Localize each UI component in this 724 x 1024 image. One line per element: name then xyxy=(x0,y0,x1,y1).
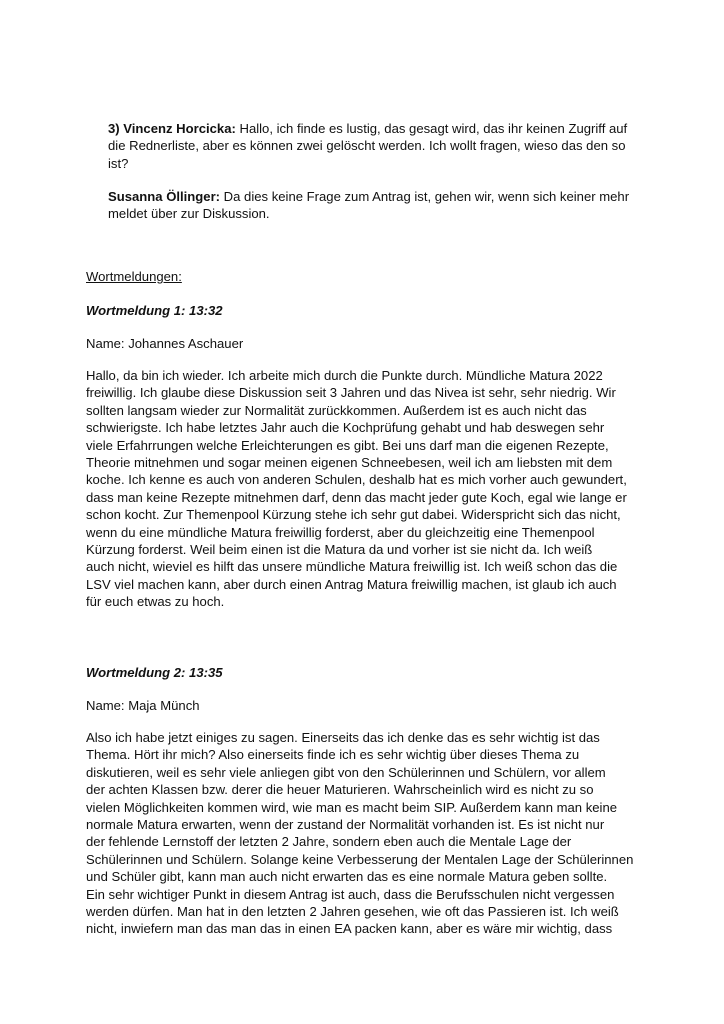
text-line: ist? xyxy=(108,155,129,171)
text-line: Schülerinnen und Schülern. Solange keine Verbesserung der Mentalen Lage der Schülerinnen xyxy=(86,851,634,867)
text-line: die Rednerliste, aber es können zwei gelöscht werden. Ich wollt fragen, wieso das den so xyxy=(108,138,626,154)
entry-name: Name: Maja Münch xyxy=(86,698,200,713)
text-line: dass man keine Rezepte mitnehmen darf, denn das macht jeder gute Koch, egal wie lange er xyxy=(86,489,627,505)
text-line: meldet über zur Diskussion. xyxy=(108,206,270,222)
text-line: werden dürfen. Man hat in den letzten 2 Jahren gesehen, wie oft das Passieren ist. Ich weiß xyxy=(86,904,619,920)
text-line: sollten langsam wieder zur Normalität zurückkommen. Außerdem ist es auch nicht das xyxy=(86,402,587,418)
entry-heading: Wortmeldung 2: 13:35 xyxy=(86,665,223,680)
text-line: Theorie mitnehmen und sogar meinen eigenen Schneebesen, weil ich am liebsten mit dem xyxy=(86,455,613,471)
text-line: Hallo, ich finde es lustig, das gesagt wird, das ihr keinen Zugriff auf xyxy=(235,121,628,136)
text-line: der fehlende Lernstoff der letzten 2 Jahre, sondern eben auch die Mentale Lage der xyxy=(86,834,572,850)
text-line: koche. Ich kenne es auch von anderen Schulen, deshalb hat es mich vorher auch gewundert, xyxy=(86,472,627,488)
text-line: Also ich habe jetzt einiges zu sagen. Einerseits das ich denke das es sehr wichtig ist das xyxy=(86,730,600,745)
text-line: der achten Klassen bzw. derer die heuer Maturieren. Wahrscheinlich wird es nicht zu so xyxy=(86,782,594,798)
text-line: Thema. Hört ihr mich? Also einerseits finde ich es sehr wichtig über dieses Thema zu xyxy=(86,747,580,763)
text-line: und Schüler gibt, kann man auch nicht erwarten das es eine normale Matura geben sollte. xyxy=(86,869,608,885)
text-line: freiwillig. Ich glaube diese Diskussion seit 3 Jahren und das Nivea ist sehr, sehr niedrig. Wir xyxy=(86,385,616,401)
text-line: vielen Möglichkeiten kommen wird, wie man es macht beim SIP. Außerdem kann man keine xyxy=(86,799,618,815)
text-line: normale Matura erwarten, wenn der zustand der Normalität vorhanden ist. Es ist nicht nur xyxy=(86,817,605,833)
entry-name: Name: Johannes Aschauer xyxy=(86,336,244,351)
section-heading: Wortmeldungen: xyxy=(86,269,182,284)
text-line: nicht, inwiefern man das man das in einen EA packen kann, aber es wäre mir wichtig, dass xyxy=(86,921,613,937)
question-3 xyxy=(108,120,648,172)
text-line: schon kocht. Zur Themenpool Kürzung stehe ich sehr gut dabei. Widerspricht sich das nicht, xyxy=(86,507,621,523)
text-line: viele Erfahrrungen welche Erleichterungen es gibt. Bei uns darf man die eigenen Rezepte, xyxy=(86,437,609,453)
entry-text xyxy=(86,729,646,938)
text-line: Ein sehr wichtiger Punkt in diesem Antrag ist auch, dass die Berufsschulen nicht vergessen xyxy=(86,886,615,902)
speaker-name: 3) Vincenz Horcicka: xyxy=(108,121,236,136)
text-line: Da dies keine Frage zum Antrag ist, gehen wir, wenn sich keiner mehr xyxy=(220,189,630,204)
answer-susanna xyxy=(108,188,648,223)
text-line: wenn du eine mündliche Matura freiwillig forderst, aber du gleichzeitig eine Themenpool xyxy=(86,524,595,540)
text-line: Hallo, da bin ich wieder. Ich arbeite mich durch die Punkte durch. Mündliche Matura 2022 xyxy=(86,368,603,383)
text-line: schwierigste. Ich habe letztes Jahr auch die Kochprüfung gehabt und hab deswegen sehr xyxy=(86,420,605,436)
text-line: LSV viel machen kann, aber durch einen Antrag Matura freiwillig machen, ist glaub ich auch xyxy=(86,576,617,592)
text-line: für euch etwas zu hoch. xyxy=(86,594,225,610)
text-line: auch nicht, wieviel es hilft das unsere mündliche Matura freiwillig ist. Ich weiß schon das die xyxy=(86,559,618,575)
entry-heading: Wortmeldung 1: 13:32 xyxy=(86,303,223,318)
entry-text xyxy=(86,367,646,611)
text-line: Kürzung forderst. Weil beim einen ist die Matura da und vorher ist sie nicht da. Ich weiß xyxy=(86,542,593,558)
speaker-name: Susanna Öllinger: xyxy=(108,189,221,204)
text-line: diskutieren, weil es sehr viele anliegen gibt von den Schülerinnen und Schülern, vor allem xyxy=(86,764,606,780)
